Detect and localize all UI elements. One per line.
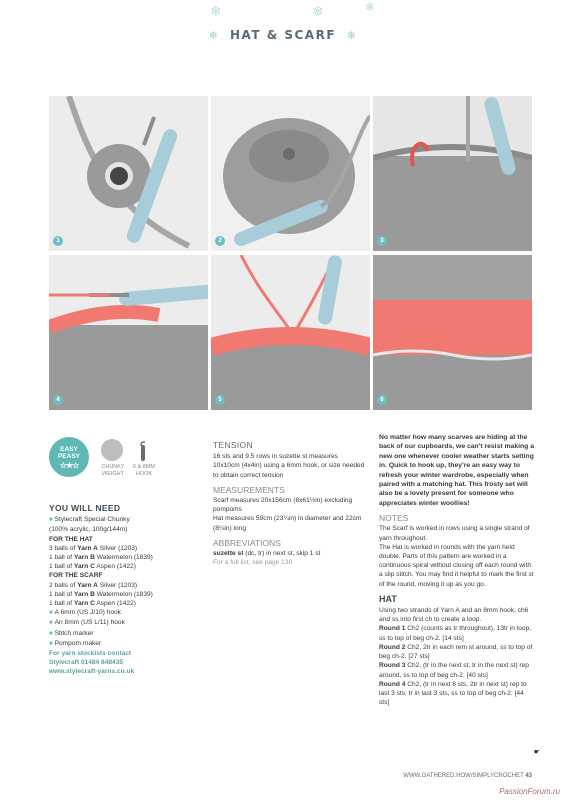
page-header	[0, 22, 566, 48]
yarn-line: ■ Stylecraft Special Chunky	[49, 516, 130, 524]
intro-text: No matter how many scarves are hiding at the back of our cupboards, we can't resist making a new one whenever cooler weather starts setting in. Quick to hook up, they're an easy way to refresh your winter wardrobe, especially when paired with a matching hat. This frosty set will also be a lovely present for someone who appreciates winter woollies!	[379, 434, 534, 507]
round-instruction: Round 4 Ch2, (tr in next 8 sts, 2tr in next st) rep to last 3 sts, tr in last 3 sts, ss to top of beg ch-2. [44 sts]	[379, 680, 527, 707]
snowflake-icon: ❄	[312, 4, 324, 20]
step-number-badge: 1	[53, 236, 63, 246]
hook-size-label: 6 & 8MM HOOK	[132, 464, 155, 477]
you-will-need-section: YOU WILL NEED ■ Stylecraft Special Chunky (100% acrylic, 100g/144m) FOR THE HAT 3 balls of Yarn A Silver (1203) 1 ball of Yarn B Watermelon (1839) 1 ball of Yarn C Aspen (1422) FOR THE SCARF 2 balls of Yarn A Silver (1203) 1 ball of Yarn B Watermelon (1839) 1 ball of Yarn C Aspen (1422) ■ A 6mm (US J/10) hook ■ An 8mm (US L/11) hook ■ Stitch marker ■ Pompom maker For yarn stockists contact Stylecraft 01484 848435 www.stylecraft-yarns.co.uk	[49, 504, 199, 677]
tool-item: ■ Stitch marker	[49, 629, 94, 637]
scarf-yarn-line: 1 ball of Yarn B Watermelon (1839)	[49, 590, 153, 598]
scarf-yarn-line: 2 balls of Yarn A Silver (1203)	[49, 581, 138, 589]
notes-paragraph: The Scarf is worked in rows using a single strand of yarn throughout.	[379, 525, 530, 542]
hat-yarn-line: 1 ball of Yarn B Watermelon (1839)	[49, 554, 153, 562]
footer-url[interactable]: WWW.GATHERED.HOW/SIMPLYCROCHET	[403, 773, 524, 779]
tension-text: 16 sts and 9.5 rows in suzette st measures 10x10cm (4x4in) using a 6mm hook, or size needed to obtain correct tension	[213, 453, 365, 479]
page-number: 43	[525, 773, 532, 779]
difficulty-badge: EASY PEASY ☆★☆	[49, 437, 89, 477]
tension-heading: TENSION	[213, 440, 253, 450]
hat-yarn-line: 3 balls of Yarn A Silver (1203)	[49, 544, 138, 552]
bullet-icon: ■	[49, 517, 53, 524]
step-photo-5	[211, 255, 370, 410]
snowflake-icon: ❄	[210, 4, 222, 20]
snowflake-icon: ❄	[365, 0, 376, 14]
notes-paragraph: The Hat is worked in rounds with the yarn held double. Parts of this pattern are worked in a continuous spiral without closing off each round with a slip stitch. You may find it helpful to mark the first st of the round, moving it up as you go.	[379, 543, 534, 588]
instructions-column	[379, 433, 534, 707]
yarn-weight-label: CHUNKY WEIGHT	[101, 464, 125, 477]
step-number-badge: 2	[215, 236, 225, 246]
snowflake-icon: ❄	[346, 29, 358, 42]
page-title: ❄ HAT & SCARF ❄	[208, 28, 358, 42]
abbreviations-see-also: For a full list, see page 130	[213, 559, 293, 567]
section-heading: YOU WILL NEED	[49, 503, 121, 513]
tool-item: ■ Pompom maker	[49, 639, 102, 647]
step-photo-6	[373, 255, 532, 410]
abbreviations-heading: ABBREVIATIONS	[213, 537, 281, 548]
stockist-phone: Stylecraft 01484 848435	[49, 659, 124, 667]
notes-heading: NOTES	[379, 513, 409, 524]
hat-measurement: Hat measures 59cm (23¼in) in diameter and 22cm (8¼in) long	[213, 515, 362, 532]
step-number-badge: 5	[215, 395, 225, 405]
hat-heading: HAT	[379, 593, 397, 604]
star-rating-icon: ☆★☆	[59, 461, 79, 470]
scarf-yarn-line: 1 ball of Yarn C Aspen (1422)	[49, 600, 136, 608]
step-photo-4	[49, 255, 208, 410]
step-number-badge: 6	[377, 395, 387, 405]
subheading-scarf: FOR THE SCARF	[49, 572, 103, 580]
subheading-hat: FOR THE HAT	[49, 535, 93, 543]
bullet-icon: ■	[49, 620, 53, 627]
round-instruction: Round 1 Ch2 (counts as tr throughout), 13tr in loop, ss to top of beg ch-2. [14 sts]	[379, 625, 532, 642]
hat-yarn-line: 1 ball of Yarn C Aspen (1422)	[49, 563, 136, 571]
page-footer	[403, 773, 532, 779]
step-number-badge: 3	[377, 236, 387, 246]
bullet-icon: ■	[49, 630, 53, 637]
hat-intro: Using two strands of Yarn A and an 8mm hook, ch6 and ss into first ch to create a loop.	[379, 607, 529, 624]
skill-badges	[49, 437, 199, 499]
snowflake-icon: ❄	[208, 29, 220, 42]
step-photo-grid	[49, 96, 532, 410]
step-photo-2	[211, 96, 370, 251]
bullet-icon: ■	[49, 640, 53, 647]
watermark: PassionForum.ru	[499, 787, 560, 796]
round-instruction: Round 2 Ch2, 2tr in each rem st around, ss to top of beg ch-2. [27 sts]	[379, 643, 533, 661]
tool-item: ■ An 8mm (US L/11) hook	[49, 619, 125, 627]
yarn-ball-icon	[101, 439, 123, 461]
bullet-icon: ■	[49, 610, 53, 617]
specs-column	[213, 441, 365, 567]
scarf-measurement: Scarf measures 20x156cm (8x61½in) excluding pompoms	[213, 497, 353, 514]
stockist-website[interactable]: www.stylecraft-yarns.co.uk	[49, 668, 135, 676]
stockist-contact: For yarn stockists contact	[49, 650, 132, 658]
step-number-badge: 4	[53, 395, 63, 405]
abbreviation-item: suzette st (dc, tr) in next st, skip 1 st	[213, 550, 321, 558]
crochet-hook-icon	[137, 441, 149, 461]
tool-item: ■ A 6mm (US J/10) hook	[49, 609, 121, 617]
measurements-heading: MEASUREMENTS	[213, 484, 285, 495]
step-photo-1	[49, 96, 208, 251]
continue-arrow-icon: ☛	[533, 749, 540, 756]
step-photo-3	[373, 96, 532, 251]
round-instruction: Round 3 Ch2, (tr in the next st, tr in the next st) rep around, ss to top of beg ch-2. [40 sts]	[379, 662, 529, 679]
